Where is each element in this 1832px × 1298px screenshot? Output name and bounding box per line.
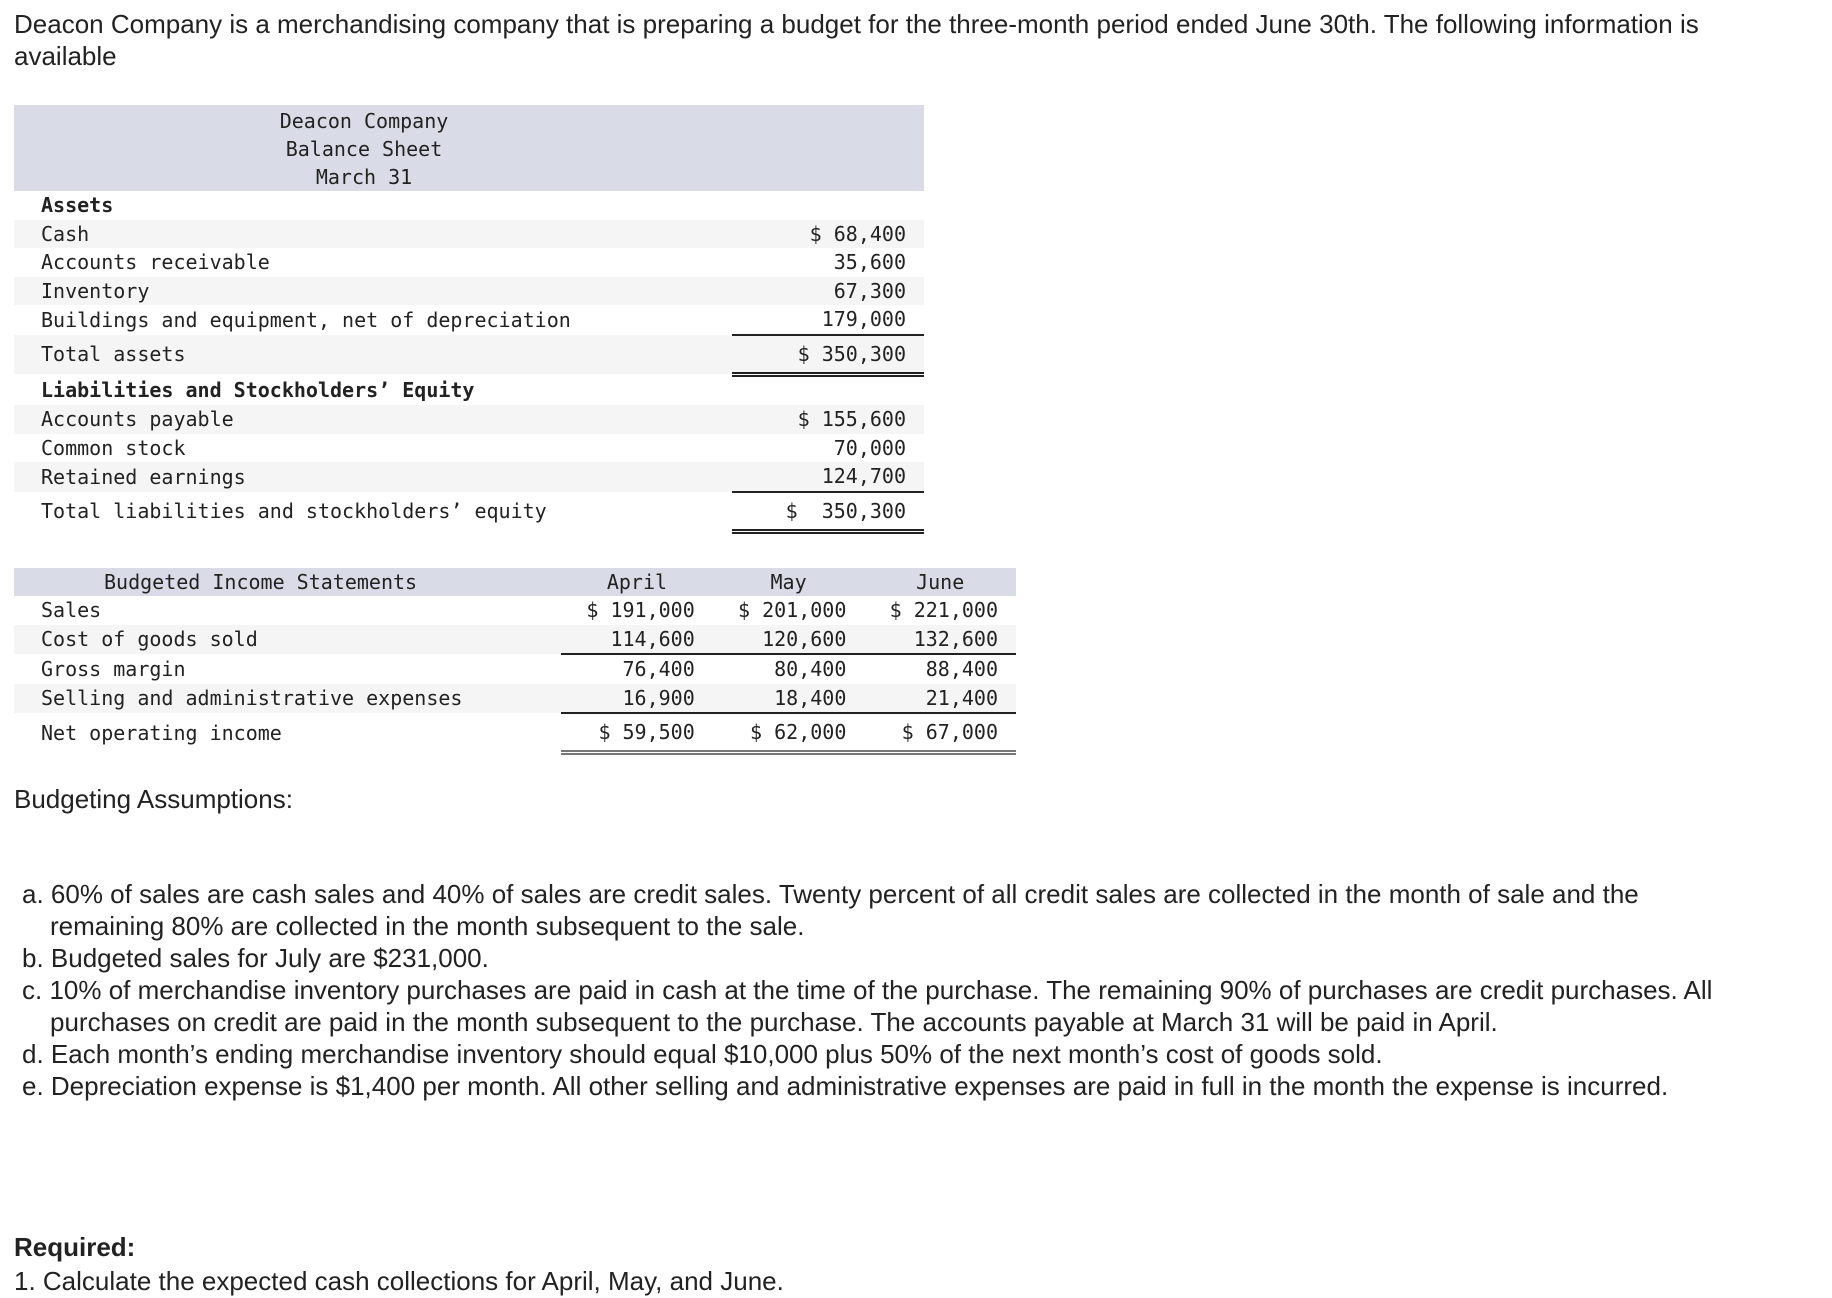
intro-text: Deacon Company is a merchandising company that is preparing a budget for the three-month period ended June 30th. The following information is available	[14, 9, 1699, 71]
is-value: 132,600	[864, 625, 1016, 655]
is-label: Gross margin	[41, 656, 186, 681]
month-header: May	[713, 568, 865, 596]
is-value: 16,900	[561, 684, 713, 714]
is-row	[14, 596, 1016, 625]
bs-value: 124,700	[732, 462, 924, 492]
assumption-item: e. Depreciation expense is $1,400 per month. All other selling and administrative expenses are paid in full in the month the expense is incurred.	[22, 1071, 1669, 1101]
liabilities-heading: Liabilities and Stockholders’ Equity	[41, 377, 475, 402]
is-value: 18,400	[713, 684, 865, 714]
month-header: April	[561, 568, 713, 596]
assumptions-heading: Budgeting Assumptions:	[14, 784, 293, 814]
income-statement	[14, 568, 1016, 755]
is-row	[14, 713, 1016, 753]
bs-title-name: Balance Sheet	[14, 135, 924, 163]
bs-value: 70,000	[833, 435, 906, 460]
bs-value: $ 350,300	[732, 492, 924, 532]
bs-value: 179,000	[732, 305, 924, 335]
is-title: Budgeted Income Statements	[14, 568, 561, 596]
is-value: 114,600	[561, 625, 713, 655]
bs-row	[14, 462, 924, 492]
is-label: Net operating income	[41, 720, 282, 745]
assets-heading: Assets	[41, 193, 114, 218]
bs-row	[14, 277, 924, 306]
bs-title-company: Deacon Company	[14, 105, 924, 135]
is-value: 76,400	[622, 657, 695, 682]
is-row	[14, 684, 1016, 714]
bs-value: 35,600	[833, 250, 906, 275]
is-value: $ 59,500	[561, 713, 713, 753]
required-section	[14, 1230, 784, 1298]
assumption-item: c. 10% of merchandise inventory purchases are paid in cash at the time of the purchase. The remaining 90% of purchases are credit purchases. All purchases on credit are paid in the month subsequent to the purchase. The accounts payable at March 31 will be paid in April.	[22, 975, 1713, 1037]
bs-label: Total assets	[14, 335, 732, 375]
bs-row	[14, 434, 924, 463]
is-value: 120,600	[713, 625, 865, 655]
bs-label: Common stock	[41, 435, 186, 460]
required-heading: Required:	[14, 1232, 136, 1262]
is-value: 80,400	[774, 657, 847, 682]
bs-value: $ 155,600	[732, 405, 924, 434]
assumption-item: a. 60% of sales are cash sales and 40% of sales are credit sales. Twenty percent of all credit sales are collected in the month of sale and the remaining 80% are collected in the month subsequent to the sale.	[22, 879, 1639, 941]
bs-row	[14, 305, 924, 335]
is-value: 21,400	[864, 684, 1016, 714]
bs-label: Retained earnings	[14, 462, 732, 492]
bs-label: Total liabilities and stockholders’ equity	[41, 499, 547, 524]
bs-row	[14, 220, 924, 249]
bs-row	[14, 248, 924, 277]
is-value: $ 221,000	[889, 598, 998, 623]
bs-value: $ 68,400	[732, 220, 924, 249]
is-row	[14, 625, 1016, 655]
bs-row	[14, 405, 924, 434]
is-value: $ 201,000	[738, 598, 847, 623]
bs-title-date: March 31	[14, 163, 924, 191]
bs-value: $ 350,300	[732, 335, 924, 375]
is-value: 88,400	[925, 657, 998, 682]
is-value: $ 191,000	[586, 598, 695, 623]
is-value: $ 67,000	[864, 713, 1016, 753]
is-label: Selling and administrative expenses	[14, 684, 561, 714]
total-assets-row	[14, 335, 924, 375]
balance-sheet	[14, 105, 924, 534]
assumption-item: b. Budgeted sales for July are $231,000.	[22, 943, 489, 973]
bs-label: Buildings and equipment, net of depreciation	[41, 307, 571, 332]
month-header: June	[864, 568, 1016, 596]
bs-label: Accounts payable	[14, 405, 732, 434]
is-row	[14, 654, 1016, 684]
is-label: Cost of goods sold	[14, 625, 561, 655]
assumption-item: d. Each month’s ending merchandise inventory should equal $10,000 plus 50% of the next month’s cost of goods sold.	[22, 1039, 1383, 1069]
is-label: Sales	[41, 598, 102, 623]
bs-value: 67,300	[732, 277, 924, 306]
bs-label: Inventory	[14, 277, 732, 306]
total-liabilities-row	[14, 492, 924, 532]
bs-label: Accounts receivable	[41, 250, 270, 275]
required-item-1: 1. Calculate the expected cash collections for April, May, and June.	[14, 1266, 784, 1296]
bs-label: Cash	[14, 220, 732, 249]
assumptions-list	[22, 878, 1742, 1102]
is-value: $ 62,000	[713, 713, 865, 753]
